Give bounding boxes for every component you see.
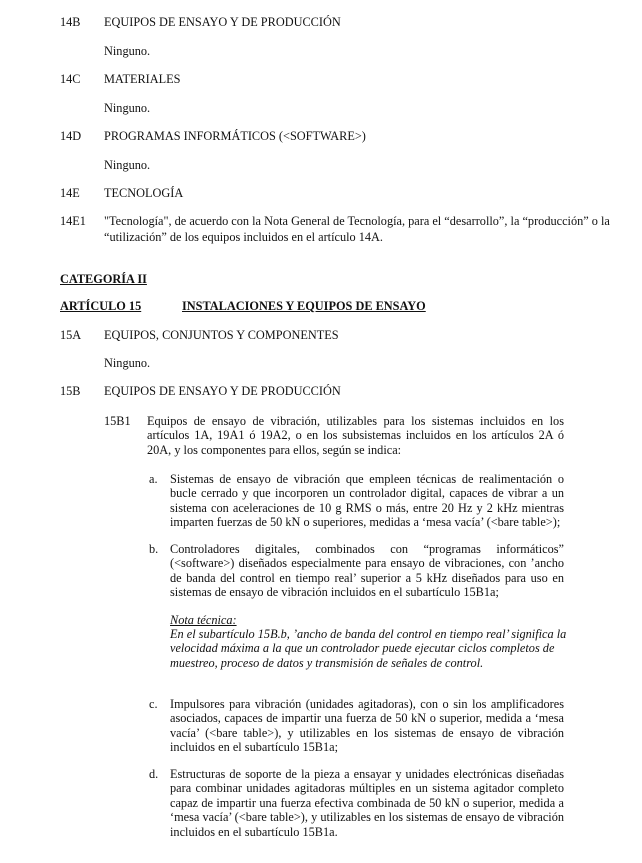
section-code: 14D	[60, 129, 82, 143]
note-title: Nota técnica:	[170, 613, 237, 627]
category-heading: CATEGORÍA II	[60, 272, 147, 286]
section-title: TECNOLOGÍA	[104, 186, 184, 200]
subsection-code: 15B1	[104, 414, 131, 428]
section-code: 14C	[60, 72, 81, 86]
section-title: PROGRAMAS INFORMÁTICOS (<SOFTWARE>)	[104, 129, 366, 143]
article-title: INSTALACIONES Y EQUIPOS DE ENSAYO	[182, 299, 426, 313]
section-body: Ninguno.	[104, 158, 151, 172]
section-title: EQUIPOS DE ENSAYO Y DE PRODUCCIÓN	[104, 15, 341, 29]
section-code: 15A	[60, 328, 82, 342]
section-code: 14B	[60, 15, 81, 29]
section-body: Ninguno.	[104, 44, 151, 58]
item-letter: d.	[149, 767, 159, 781]
item-text: Controladores digitales, combinados con “programas informáticos” (<software>) diseñados especialmente para ensayo de vibraciones, con ’ancho de banda del control en tiempo real’ superior a 5 kHz diseñados para uso en sistemas de ensayo de vibración incluidos en el subartículo 15B1a;	[170, 542, 564, 600]
subsection-text: Equipos de ensayo de vibración, utilizables para los sistemas incluidos en los artículos 1A, 19A1 ó 19A2, o en los subsistemas incluidos en los artículos 2A ó 20A, y los componentes para ellos, según se indica:	[147, 414, 564, 457]
item-text: Impulsores para vibración (unidades agitadoras), con o sin los amplificadores asociados, capaces de impartir una fuerza de 50 kN o superior, medida a ‘mesa vacía’ (<bare table>), y utilizables en los sistemas de ensayo de vibración incluidos en el subartículo 15B1a;	[170, 697, 564, 755]
article-label: ARTÍCULO 15	[60, 299, 142, 313]
item-text: Sistemas de ensayo de vibración que empleen técnicas de realimentación o bucle cerrado y que incorporen un controlador digital, capaces de vibrar a un sistema con aceleraciones de 10 g RMS o más, entre 20 Hz y 2 kHz mientras imparten fuerzas de 50 kN o superiores, medidas a ‘mesa vacía’ (<bare table>);	[170, 472, 564, 530]
item-text: Estructuras de soporte de la pieza a ensayar y unidades electrónicas diseñadas para combinar unidades agitadoras múltiples en un sistema agitador completo capaz de impartir una fuerza efectiva combinada de 50 kN o superior, medida a ‘mesa vacía’ (<bare table>), y utilizables en los sistemas de ensayo de vibración incluidos en el subartículo 15B1a.	[170, 767, 564, 839]
item-letter: a.	[149, 472, 158, 486]
section-title: EQUIPOS, CONJUNTOS Y COMPONENTES	[104, 328, 339, 342]
section-code: 14E	[60, 186, 80, 200]
item-letter: b.	[149, 542, 159, 556]
section-body: Ninguno.	[104, 101, 151, 115]
section-code: 15B	[60, 384, 81, 398]
section-title: EQUIPOS DE ENSAYO Y DE PRODUCCIÓN	[104, 384, 341, 398]
section-body: Ninguno.	[104, 356, 151, 370]
subsection-code: 14E1	[60, 214, 86, 228]
paragraph-line: "Tecnología", de acuerdo con la Nota General de Tecnología, para el “desarrollo”, la “producción” o la	[104, 214, 610, 228]
item-letter: c.	[149, 697, 158, 711]
paragraph-line: “utilización” de los equipos incluidos en el artículo 14A.	[104, 230, 383, 244]
note-text: En el subartículo 15B.b, ’ancho de banda del control en tiempo real’ significa la velocidad máxima a la que un controlador puede ejecutar ciclos completos de muestreo, proceso de datos y transmisión de señales de control.	[170, 627, 567, 670]
section-title: MATERIALES	[104, 72, 181, 86]
